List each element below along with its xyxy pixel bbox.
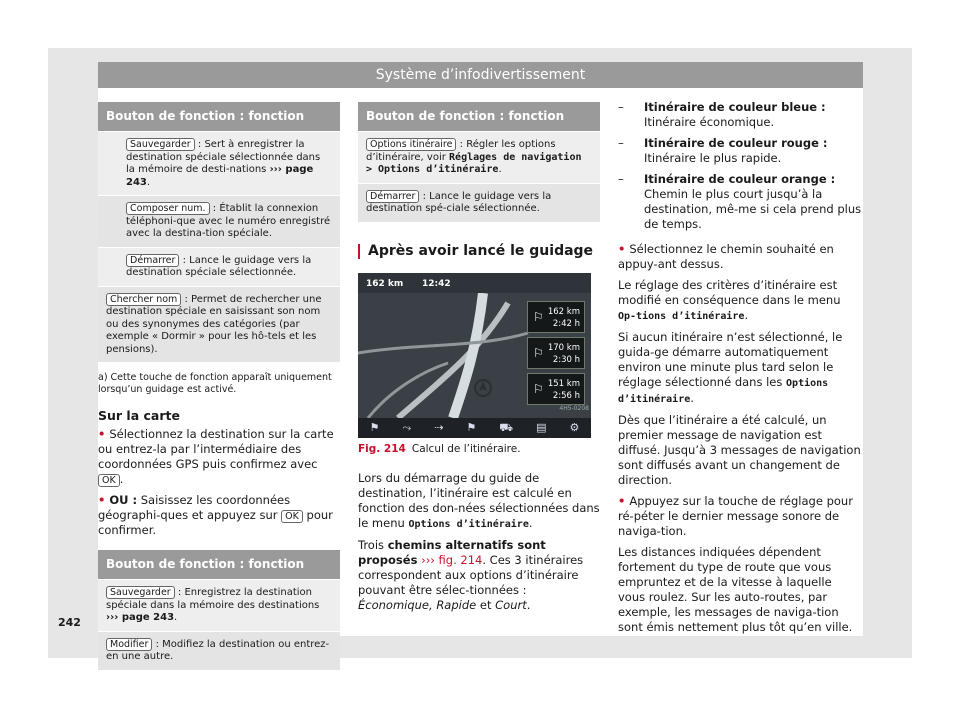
option-name: Court xyxy=(495,597,527,612)
item-text: Chemin le plus court jusqu’à la destination, mê-me si cela prend plus de temps. xyxy=(644,187,862,231)
item-bold: Itinéraire de couleur bleue : xyxy=(644,100,826,114)
paragraph-criteria xyxy=(618,278,862,324)
bullet-select-route: • Sélectionnez le chemin souhaité en appuy-ant dessus. xyxy=(618,242,862,272)
section-heading-map: Sur la carte xyxy=(98,408,180,423)
paragraph-text: Si aucun itinéraire n’est sélectionné, le guida-ge démarre automatiquement environ une minute plus tard selon le réglage sélectionné dans les xyxy=(618,330,843,389)
table-row xyxy=(98,195,340,247)
row-text: : Établit la connexion téléphoni-que avec le numéro enregistré avec la destina-tion spéciale. xyxy=(126,203,331,239)
table-row xyxy=(358,183,600,222)
top-time: 12:42 xyxy=(422,278,451,289)
paragraph-text: Trois xyxy=(358,537,385,552)
table-row xyxy=(358,131,600,183)
paragraph-tail: . xyxy=(528,515,533,530)
function-table-2 xyxy=(98,550,340,670)
row-text: : Lance le guidage vers la destination spé-ciale sélectionnée. xyxy=(366,190,552,214)
table-header: Bouton de fonction : fonction xyxy=(98,550,340,579)
car-icon[interactable]: ⛟ xyxy=(499,421,514,434)
settings-icon[interactable]: ⚙ xyxy=(569,421,580,434)
footnote: a) Cette touche de fonction apparaît uniquement lorsqu’un guidage est activé. xyxy=(98,372,332,395)
figure-label: Fig. 214 xyxy=(358,442,406,455)
route-short-icon: ⚐ xyxy=(533,381,544,396)
flag-icon[interactable]: ⚑ xyxy=(369,421,380,434)
item-text: Itinéraire le plus rapide. xyxy=(644,151,782,165)
figure-code: 4H5-0208 xyxy=(559,404,589,412)
route-option-2[interactable] xyxy=(527,337,585,369)
function-table-3 xyxy=(358,102,600,222)
key-ok: OK xyxy=(281,510,303,523)
figure-caption xyxy=(358,442,600,457)
radio-icon[interactable]: ▤ xyxy=(536,421,547,434)
key-modifier: Modifier xyxy=(106,638,152,651)
function-table-1 xyxy=(98,102,340,362)
route-distance: 162 km xyxy=(547,306,580,317)
option-names: Économique, Rapide xyxy=(358,597,477,612)
key-demarrer: Démarrer xyxy=(126,254,179,267)
paragraph-text: et xyxy=(476,597,496,612)
bullet-coordinates xyxy=(98,493,340,538)
table-row xyxy=(98,247,340,286)
figure-ref[interactable]: ››› fig. 214 xyxy=(421,552,483,567)
key-ok: OK xyxy=(98,474,120,487)
page-ref[interactable]: ››› page 243 xyxy=(126,164,314,188)
paragraph-distances: Les distances indiquées dépendent fortement du type de route que vous empruntez et de la vitesse à laquelle vous roulez. Sur les auto-routes, par exemple, les messages de naviga-tion sont émis nettement plus tôt qu’en ville. xyxy=(618,545,853,634)
route-edit-icon[interactable]: ⤳ xyxy=(402,421,412,434)
route-option-1[interactable] xyxy=(527,301,585,333)
table-row xyxy=(98,131,340,195)
row-text: : Modifiez la destination ou entrez-en une autre. xyxy=(106,638,330,662)
bullet-text: Saisissez les coordonnées géographi-ques et appuyez sur xyxy=(98,493,291,522)
key-options-itineraire: Options itinéraire xyxy=(366,138,456,151)
paragraph-text: Le réglage des critères d’itinéraire est modifié en conséquence dans le menu xyxy=(618,278,841,307)
route-distance: 170 km xyxy=(547,342,580,353)
page-ref[interactable]: ››› page 243 xyxy=(106,612,175,623)
bullet-text: Sélectionnez la destination sur la carte ou entrez-la par l’intermédiaire des coordonnées GPS puis confirmez avec xyxy=(98,427,334,471)
table-header: Bouton de fonction : fonction xyxy=(98,102,340,131)
list-item xyxy=(618,100,862,130)
top-distance: 162 km xyxy=(366,278,404,289)
column-left xyxy=(98,102,340,670)
item-bold: Itinéraire de couleur rouge : xyxy=(644,136,828,150)
bullet-tail: . xyxy=(119,472,124,486)
table-row xyxy=(98,286,340,363)
row-tail: . xyxy=(498,164,502,175)
list-item xyxy=(618,172,862,232)
paragraph-bold: chemins alternatifs sont proposés xyxy=(358,537,546,567)
destination-flag-icon[interactable]: ⚑ xyxy=(466,421,477,434)
row-text: : Permet de rechercher une destination spéciale en saisissant son nom ou des synonymes des catégories (par exemple « Dormir » pour les hô-tels et les pensions). xyxy=(106,293,322,355)
bullet-tail: pour confirmer. xyxy=(98,508,333,537)
menu-path: Options d’itinéraire xyxy=(408,518,529,530)
paragraph-tail: . xyxy=(690,391,694,405)
paragraph-messages: Dès que l’itinéraire a été calculé, un premier message de navigation est diffusé. Jusqu’à 3 messages de navigation sont diffusés avant un changement de direction. xyxy=(618,413,861,487)
column-right xyxy=(618,100,862,641)
route-plan-icon[interactable]: ⇢ xyxy=(434,421,444,434)
row-text: : Régler les options d’itinéraire, voir xyxy=(366,139,556,163)
bullet-bold: OU : xyxy=(109,493,138,507)
nav-status-bar xyxy=(358,273,591,293)
bullet-select-map xyxy=(98,427,340,487)
route-distance: 151 km xyxy=(547,378,580,389)
table-header: Bouton de fonction : fonction xyxy=(358,102,600,131)
paragraph-auto-start xyxy=(618,330,862,407)
paragraph-tail: . xyxy=(744,308,749,322)
page-header: Système d’infodivertissement xyxy=(98,62,863,88)
key-demarrer: Démarrer xyxy=(366,190,419,203)
table-row xyxy=(98,631,340,670)
key-composer-num: Composer num. xyxy=(126,202,210,215)
navigation-screen-figure xyxy=(358,273,591,438)
paragraph-text: Lors du démarrage du guide de destination, l’itinéraire est calculé en fonction des don-nées sélectionnées dans le menu xyxy=(358,470,600,530)
key-sauvegarder: Sauvegarder xyxy=(126,138,195,151)
route-duration: 2:56 h xyxy=(552,390,580,401)
paragraph-text: . Ces 3 itinéraires correspondent aux options d’itinéraire pouvant être sélec-tionnées : xyxy=(358,552,584,597)
page-number: 242 xyxy=(58,616,81,629)
row-tail: . xyxy=(146,176,151,188)
route-list xyxy=(527,301,585,409)
row-text: : Lance le guidage vers la destination spéciale sélectionnée. xyxy=(126,254,312,278)
route-eco-icon: ⚐ xyxy=(533,309,544,324)
row-text: : Sert à enregistrer la destination spéciale sélectionnée dans la mémoire de desti-nations xyxy=(126,139,321,175)
item-bold: Itinéraire de couleur orange : xyxy=(644,172,836,186)
item-text: Itinéraire économique. xyxy=(644,115,775,129)
route-fast-icon: ⚐ xyxy=(533,345,544,360)
list-item xyxy=(618,136,862,166)
table-row xyxy=(98,579,340,631)
row-tail: . xyxy=(174,612,178,623)
key-chercher-nom: Chercher nom xyxy=(106,293,181,306)
paragraph-tail: . xyxy=(526,597,531,612)
route-duration: 2:42 h xyxy=(552,318,580,329)
menu-path: Op-tions d’itinéraire xyxy=(618,311,745,322)
column-middle xyxy=(358,102,600,619)
figure-caption-text: Calcul de l’itinéraire. xyxy=(411,442,521,455)
route-duration: 2:30 h xyxy=(552,354,580,365)
menu-path: Réglages de navigation > Options d’itinéraire xyxy=(366,151,582,175)
paragraph-alternatives xyxy=(358,538,600,613)
row-text: : Enregistrez la destination spéciale dans la mémoire des destinations xyxy=(106,587,320,611)
paragraph-route-calc xyxy=(358,471,600,532)
nav-toolbar xyxy=(358,418,591,438)
key-sauvegarder: Sauvegarder xyxy=(106,586,175,599)
bullet-repeat-message: • Appuyez sur la touche de réglage pour ré-péter le dernier message sonore de naviga-tion. xyxy=(618,494,862,539)
menu-path: Options d’itinéraire xyxy=(618,378,829,405)
section-heading-guidance: Après avoir lancé le guidage xyxy=(358,244,600,259)
